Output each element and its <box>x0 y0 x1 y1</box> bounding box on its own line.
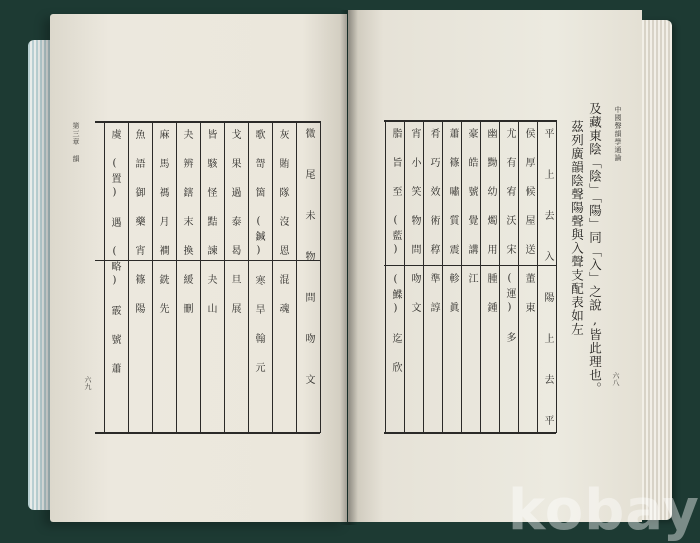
right-table-column-rule <box>480 120 481 433</box>
right-table-column: 肴 巧 效 術 稕 準 諄 <box>428 128 439 316</box>
left-table-column-rule <box>296 121 297 433</box>
right-table-header-cell: 平 上 去 入 陽 上 去 平 <box>542 128 553 435</box>
right-table-top-rule <box>384 120 556 122</box>
left-table-column-rule <box>320 121 321 433</box>
left-table-column: 魚 語 御 藥 宵 篠 陽 <box>133 129 144 317</box>
left-table-column-rule <box>152 121 153 433</box>
right-table-column: 尤 有 宥 沃 宋 (運) 多 <box>504 128 515 346</box>
left-table-column-rule <box>272 121 273 433</box>
right-table-column-rule <box>423 120 424 433</box>
left-table-column-rule <box>248 121 249 433</box>
kobay-watermark: kobay <box>508 478 700 543</box>
left-table-column-rule <box>128 121 129 433</box>
book-gutter-shadow <box>340 10 358 525</box>
left-running-head: 第三章 韻 <box>72 122 80 163</box>
right-table-bottom-rule <box>384 432 556 434</box>
right-table-column: 幽 黝 幼 燭 用 腫 鍾 <box>485 128 496 316</box>
right-table-column-rule <box>404 120 405 433</box>
right-table-column: 蕭 篠 嘯 質 震 軫 眞 <box>447 128 458 316</box>
right-running-head: 中國聲韻學通論 <box>614 106 622 162</box>
right-page <box>348 10 642 522</box>
left-page-number: 六九 <box>84 376 92 390</box>
left-table-column: 夬 辨 鎋 末 換 緩 刪 <box>181 129 192 317</box>
right-table-column: 宵 小 笑 物 問 吻 文 <box>409 128 420 316</box>
left-table-column: 歌 哿 箇 (鍼) 寒 旱 翰 元 <box>253 129 264 376</box>
left-table-column: 虞 (置) 遇 (略) 霰 號 蕭 <box>109 129 120 377</box>
right-page-number: 六八 <box>612 372 620 386</box>
left-page <box>50 14 347 522</box>
right-table-column: 豪 皓 號 覺 講 江 <box>466 128 477 287</box>
right-table-column-rule <box>556 120 557 433</box>
right-table-column-rule <box>385 120 386 433</box>
left-table-header-cell: 微 尾 未 物 問 吻 文 <box>303 128 314 394</box>
left-table-column-rule <box>224 121 225 433</box>
left-table-column: 灰 賄 隊 沒 恩 混 魂 <box>277 129 288 317</box>
left-table-column-rule <box>200 121 201 433</box>
right-table-column-rule <box>537 120 538 433</box>
right-table-column: 侯 厚 候 屋 送 董 東 <box>523 128 534 316</box>
left-table-column-rule <box>176 121 177 433</box>
prose-line-2: 茲列廣韻陰聲陽聲與入聲支配表如左 <box>569 120 585 336</box>
right-page-edges <box>640 20 672 520</box>
left-table-column-rule <box>104 121 105 433</box>
left-table-column: 皆 駭 怪 黠 諫 夬 山 <box>205 129 216 317</box>
left-table-column: 麻 馬 禡 月 襇 銑 先 <box>157 129 168 317</box>
prose-line-1: 及藏東陰「陰」「陽」同「入」之說,皆此理也。 <box>587 102 603 396</box>
right-table-column: 脂 旨 至 (藍) (鰈) 迄 欣 <box>390 128 401 376</box>
right-table-column-rule <box>442 120 443 433</box>
left-table-column: 戈 果 過 泰 曷 旦 展 <box>229 129 240 317</box>
right-table-column-rule <box>499 120 500 433</box>
right-table-column-rule <box>518 120 519 433</box>
right-table-column-rule <box>461 120 462 433</box>
